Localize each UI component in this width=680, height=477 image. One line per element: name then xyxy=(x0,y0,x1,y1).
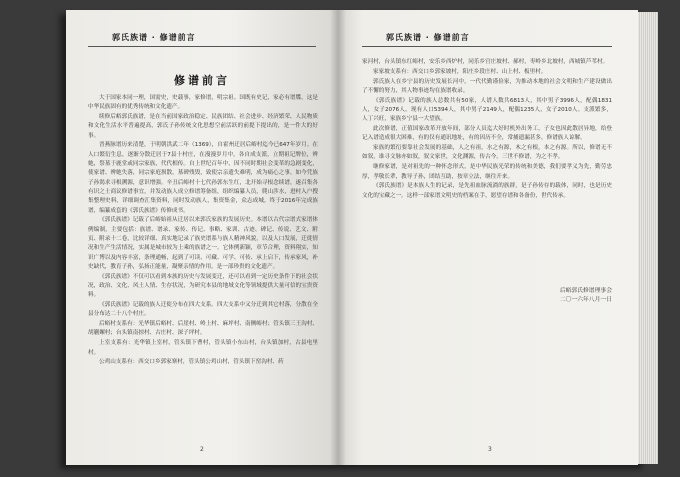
left-page-body xyxy=(88,94,318,368)
paragraph: 家河村，台头镇东红峪村，安乐乡西炉村，同乐乡官庄坡村、郝村，枣岭乡北坡村，西城镇芦苇村。 xyxy=(362,59,609,65)
page-title: 修谱前言 xyxy=(174,74,230,87)
paragraph: 《郭氏族谱》不仅可以看到本族的历史与发展变迁，还可以看到一定历史条件下的社会状况，政治、文化、风土人情、生存状况，为研究本县的地域文化等领域提供大量可信的宝贵资料。 xyxy=(88,273,318,299)
paragraph: 晋燕脉谱历来清楚，于明朝洪武二年（1369），自霍州迁居后峪村迄今已647年岁月。在人口繁衍生息，逐渐分散迁居于7县十村庄，在漫漫岁月中，各自成支派，立期祖记牌位，辨她，祭墓于鹿堂或同宗家族，代代相传。自上世纪百年中，因不同时期社会变革的急剧变化，使家谱、辨她失落，同宗家庭损散，墓碑残毁，致使宗亲遗失难明，成为痛心之事，如今凭族子孙渴求寻根溯源，意识增强。辛丑后峪村十七代孙郭东生红，北开始寻根念续谱，遂召集各有识之士商议修谱事宜，并发动族人成立修谱筹备组，组织编纂人员，爬山涉水，进村入户搜集整理史料，详细调查汇集资料，同时发动族人，集资集金，众志成城，终于2016年完成族谱，编纂成套的《郭氏族谱》传修成书。 xyxy=(88,142,318,214)
paragraph: 家家坡支系有：西交口乡郭家坡村，阳庄乡段庄村、山上村、板里村。 xyxy=(373,68,547,75)
page-edges xyxy=(638,12,658,464)
paragraph: 《郭氏族谱》记载了后峪始祖从迁居以来郭氏家族的发展历史。本谱以古代宗谱式家谱体例编制，主要包括：族谱、谱录、家传、传记、事略、家训、古迹、碑记、传说、艺文、附页、附录十二卷，比较详细、真实地记录了族史谱系与族人精神风貌，以及人口发展，迁徙情况和生产生活情况，实属是城市较为上乘的族谱之一。它体例新颖，章节合理，资料翔实，知识广博以及内容丰富，条理通畅，起到了可读、可藏、可学、可传、承上启下，传承家风，补史缺代，教育子孙，弘扬正能量，凝聚亲情的作用，是一部珍贵的文化遗产。 xyxy=(88,217,318,270)
paragraph: 继修家谱，是对祖先的一种怀念形式，是中华民族光荣的传统和美德，我们要孝义为先，勤劳忠厚，孝敬长辈，教导子孙，团结互助，按章立法，继往开来。 xyxy=(362,164,612,180)
right-page xyxy=(338,10,638,465)
page-number: 3 xyxy=(488,446,492,453)
right-page-header: 郭氏族谱 · 修谱前言 xyxy=(362,32,612,47)
left-page xyxy=(66,10,338,465)
paragraph: 上室支系有：光华镇上室村，管头镇下曹村，管头镇小东山村，台头镇加村，古县电里村。 xyxy=(88,340,318,356)
paragraph: 《郭氏族谱》记载的族人迁徙分布在四大支系。四大支系中又分迁到其它村落，分散在全县分布达二十八个村庄。 xyxy=(88,302,318,318)
left-page-header: 郭氏族谱 · 修谱前言 xyxy=(88,32,316,47)
paragraph: 家族的繁衍要靠社会发展的基础，人之有祖，水之有源，木之有根，本之有源。所以，修谱无不如叙，谁寻文脉亦如叙，叙文家世，文化渊源，传古今。三世不修谱，为之不孝。 xyxy=(362,145,612,161)
paragraph: 郭氏族人在乡宁县的历史发展长河中，一代代勤谨俭家，为推动本地的社会文明和生产建设做出了不懈的努力，其人物事迹均在族谱收录。 xyxy=(362,78,612,94)
signature-date: 二〇一六年八月一日 xyxy=(559,297,612,303)
signature-block xyxy=(508,287,612,305)
paragraph: 《郭氏族谱》是本族人生的记录，是先祖血脉流淌的族群，是子孙传存的载体，同时，也是历史文化的宝藏之一。这样一部家谱文明史的档案在手，愿望存谱和各备份，世代传承。 xyxy=(362,183,612,199)
paragraph: 大于国家本同一理，国需史，史载事，家修谱，明宗祖。国既有史记，家必有谱牒，这是中华民族固有的优秀传统和文化遗产。 xyxy=(88,95,318,111)
right-page-body xyxy=(362,58,612,201)
page-number: 2 xyxy=(200,446,204,453)
paragraph: 此次修谱，正值国家改革开放年间，部分人员迄大好时机外出务工，子女也因此散居异地，给登记入谱造成很大困难，有的仅有通讯地址，有的因历不全，常捕遗漏甚多，修谱族人谅解。 xyxy=(362,126,612,142)
paragraph: 续修后峪郭氏族谱，是在当前国家政治稳定、民族团结、社会进步、经济繁荣、人民物质和文化生活水平普遍提高，郭氏子孙传统文化思想空前活跃的前提下提出的，是一件大的好事。 xyxy=(88,114,318,139)
book-gutter xyxy=(330,10,346,465)
paragraph: 公鸡山支系有：西交口乡郭家寨村，管头镇公鸡山村，管头镇下窑沟村、药 xyxy=(99,359,284,366)
paragraph: 《郭氏族谱》记载的族人总数共有50家，人谱人数共6813人，其中男子3996人，配偶1831人，女子2076人，现有人口5394人，其中男子2149人，配偶1235人，女子2010人。支派繁多，人丁兴旺，家族乡宁县一大望族。 xyxy=(362,97,612,123)
paragraph: 后峪村支系有：光华镇后峪村、后崖村、岭上村、麻坪村、南侧峪村；管头镇三王沟村、胡蒯嫘村；台头镇南掠村、古庄村、深子坪村。 xyxy=(88,321,318,337)
signature-org: 后峪郭氏修谱理事会 xyxy=(559,288,612,294)
